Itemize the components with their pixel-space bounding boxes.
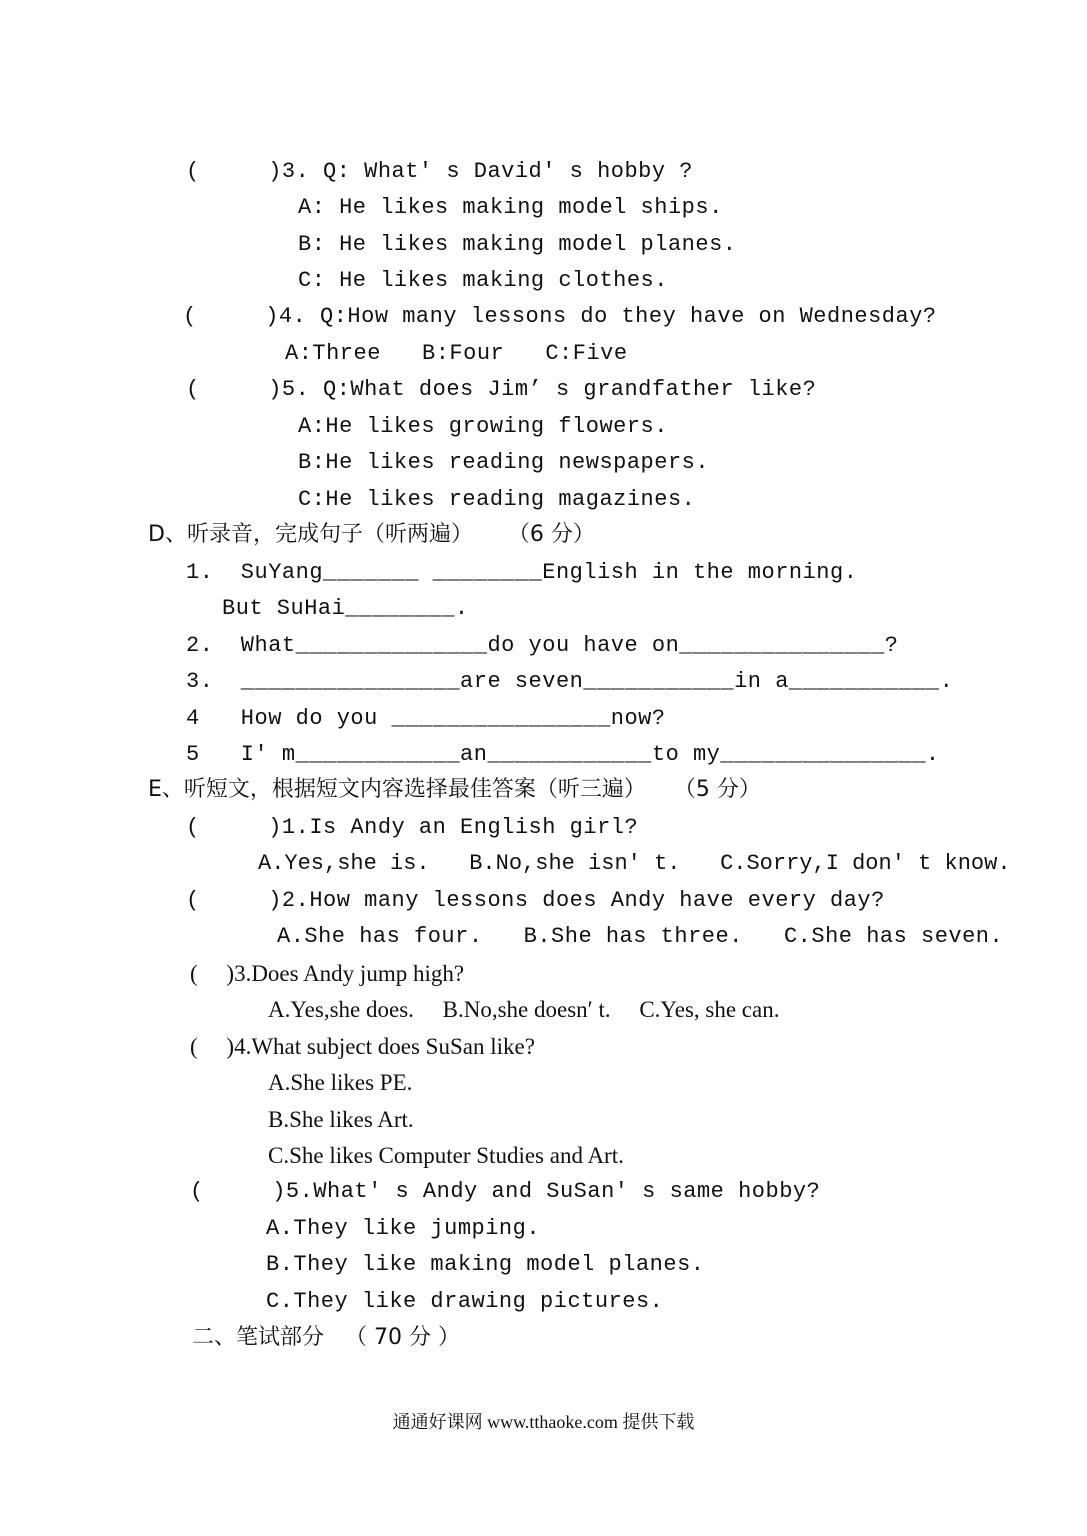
- c-q5-option-c: C:He likes reading magazines.: [298, 487, 696, 512]
- e-q5-option-c: C.They like drawing pictures.: [266, 1289, 664, 1314]
- d-item-4: 4 How do you ________________now?: [186, 706, 666, 731]
- e-question-4: ( )4.What subject does SuSan like?: [190, 1034, 535, 1059]
- e-q5-option-a: A.They like jumping.: [266, 1216, 541, 1241]
- e-q4-option-a: A.She likes PE.: [268, 1070, 413, 1095]
- c-question-4: ( )4. Q:How many lessons do they have on Wednesday?: [183, 304, 937, 329]
- d-item-3: 3. ________________are seven___________in a___________.: [186, 669, 954, 694]
- section-e-heading: E、听短文，根据短文内容选择最佳答案（听三遍） （5 分）: [148, 777, 761, 802]
- d-item-1-cont: But SuHai________.: [222, 596, 469, 621]
- c-q5-option-b: B:He likes reading newspapers.: [298, 450, 710, 475]
- c-q5-option-a: A:He likes growing flowers.: [298, 414, 668, 439]
- e-q4-option-c: C.She likes Computer Studies and Art.: [268, 1143, 624, 1168]
- c-q3-option-c: C: He likes making clothes.: [298, 268, 668, 293]
- c-question-5: ( )5. Q:What does Jim’ s grandfather like?: [186, 377, 817, 402]
- c-q3-option-a: A: He likes making model ships.: [298, 195, 723, 220]
- part-two-heading: 二、笔试部分 （ 70 分 ）: [192, 1325, 460, 1350]
- e-question-5: ( )5.What′ s Andy and SuSan′ s same hobby?: [190, 1179, 821, 1204]
- e-question-1: ( )1.Is Andy an English girl?: [186, 815, 639, 840]
- e-q4-option-b: B.She likes Art.: [268, 1107, 414, 1132]
- e-q3-options: A.Yes,she does. B.No,she doesn′ t. C.Yes, she can.: [268, 997, 780, 1022]
- d-item-5: 5 I′ m____________an____________to my_______________.: [186, 742, 940, 767]
- e-question-3: ( )3.Does Andy jump high?: [190, 961, 465, 986]
- e-q2-options: A.She has four. B.She has three. C.She has seven.: [277, 924, 1004, 949]
- d-item-2: 2. What______________do you have on_______________?: [186, 633, 899, 658]
- c-question-3: ( )3. Q: What′ s David′ s hobby ?: [186, 159, 693, 184]
- e-q1-options: A.Yes,she is. B.No,she isn′ t. C.Sorry,I don′ t know.: [258, 851, 1011, 876]
- c-q4-options: A:Three B:Four C:Five: [285, 341, 628, 366]
- section-d-heading: D、听录音，完成句子（听两遍） （6 分）: [148, 522, 595, 547]
- e-question-2: ( )2.How many lessons does Andy have every day?: [186, 888, 885, 913]
- c-q3-option-b: B: He likes making model planes.: [298, 232, 737, 257]
- d-item-1: 1. SuYang_______ ________English in the morning.: [186, 560, 858, 585]
- page-footer: 通通好课网 www.tthaoke.com 提供下载: [392, 1412, 695, 1432]
- e-q5-option-b: B.They like making model planes.: [266, 1252, 705, 1277]
